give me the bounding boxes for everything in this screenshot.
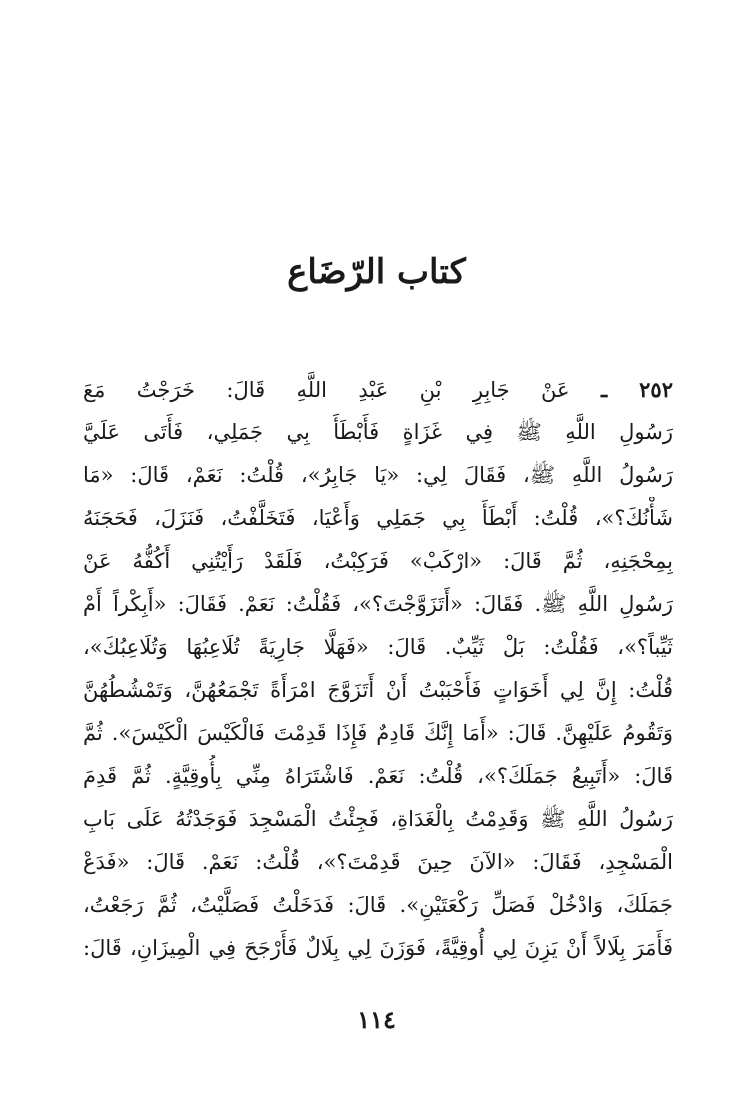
hadith-text <box>83 368 673 970</box>
text-line-4: شَأْنُكَ؟»، قُلْتُ: أَبْطَأَ بِي جَمَلِي وَأَعْيَا، فَتَخَلَّفْتُ، فَنَزَلَ، فَحَجَنَهُ <box>83 506 673 530</box>
text-line-11: رَسُولُ اللَّهِ ﷺ وَقَدِمْتُ بِالْغَدَاةِ، فَجِئْتُ الْمَسْجِدَ فَوَجَدْتُهُ عَلَى بَابِ <box>83 807 673 831</box>
hadith-number: ٢٥٢ ـ <box>600 377 673 402</box>
text-line-8: قُلْتُ: إِنَّ لِي أَخَوَاتٍ فَأَحْبَبْتُ أَنْ أَتَزَوَّجَ امْرَأَةً تَجْمَعُهُنَّ، وَتَمْشُطُهُنَّ <box>83 678 673 702</box>
text-line-1 <box>83 368 673 411</box>
text-line-12: الْمَسْجِدِ، فَقَالَ: «الآنَ حِينَ قَدِمْتَ؟»، قُلْتُ: نَعَمْ. قَالَ: «فَدَعْ <box>83 850 673 874</box>
text-line-10: قَالَ: «أَتَبِيعُ جَمَلَكَ؟»، قُلْتُ: نَعَمْ. فَاشْتَرَاهُ مِنِّي بِأُوقِيَّةٍ. ثُمَّ قَدِمَ <box>83 764 673 788</box>
text-line-1-content: عَنْ جَابِرِ بْنِ عَبْدِ اللَّهِ قَالَ: خَرَجْتُ مَعَ <box>83 378 570 402</box>
text-line-5: بِمِحْجَنِهِ، ثُمَّ قَالَ: «ارْكَبْ» فَرَكِبْتُ، فَلَقَدْ رَأَيْتُنِي أَكُفُّهُ عَنْ <box>83 549 673 573</box>
page-number: ١١٤ <box>357 1005 396 1034</box>
text-line-2: رَسُولِ اللَّهِ ﷺ فِي غَزَاةٍ فَأَبْطَأَ بِي جَمَلِي، فَأَتَى عَلَيَّ <box>83 420 673 444</box>
chapter-title: كتاب الرّضَاع <box>287 252 466 292</box>
text-line-13: جَمَلَكَ، وَادْخُلْ فَصَلِّ رَكْعَتَيْنِ». قَالَ: فَدَخَلْتُ فَصَلَّيْتُ، ثُمَّ رَجَعْتُ، <box>83 893 673 917</box>
text-line-7: ثَيِّباً؟»، فَقُلْتُ: بَلْ ثَيِّبٌ. قَالَ: «فَهَلَّا جَارِيَةً تُلَاعِبُهَا وَتُلَاعِبُكَ»، <box>83 635 673 659</box>
text-line-6: رَسُولِ اللَّهِ ﷺ. فَقَالَ: «أَتَزَوَّجْتَ؟»، فَقُلْتُ: نَعَمْ. فَقَالَ: «أَبِكْراً أَمْ <box>83 592 673 616</box>
text-line-3: رَسُولُ اللَّهِ ﷺ، فَقَالَ لِي: «يَا جَابِرُ»، قُلْتُ: نَعَمْ، قَالَ: «مَا <box>83 463 673 487</box>
text-line-9: وَتَقُومُ عَلَيْهِنَّ. قَالَ: «أَمَا إِنَّكَ قَادِمٌ فَإِذَا قَدِمْتَ فَالْكَيْسَ الْكَيْسَ». ثُمَّ <box>83 721 673 745</box>
text-line-14: فَأَمَرَ بِلَالاً أَنْ يَزِنَ لِي أُوقِيَّةً، فَوَزَنَ لِي بِلَالٌ فَأَرْجَحَ فِي الْمِيزَانِ، قَالَ: <box>83 936 673 960</box>
